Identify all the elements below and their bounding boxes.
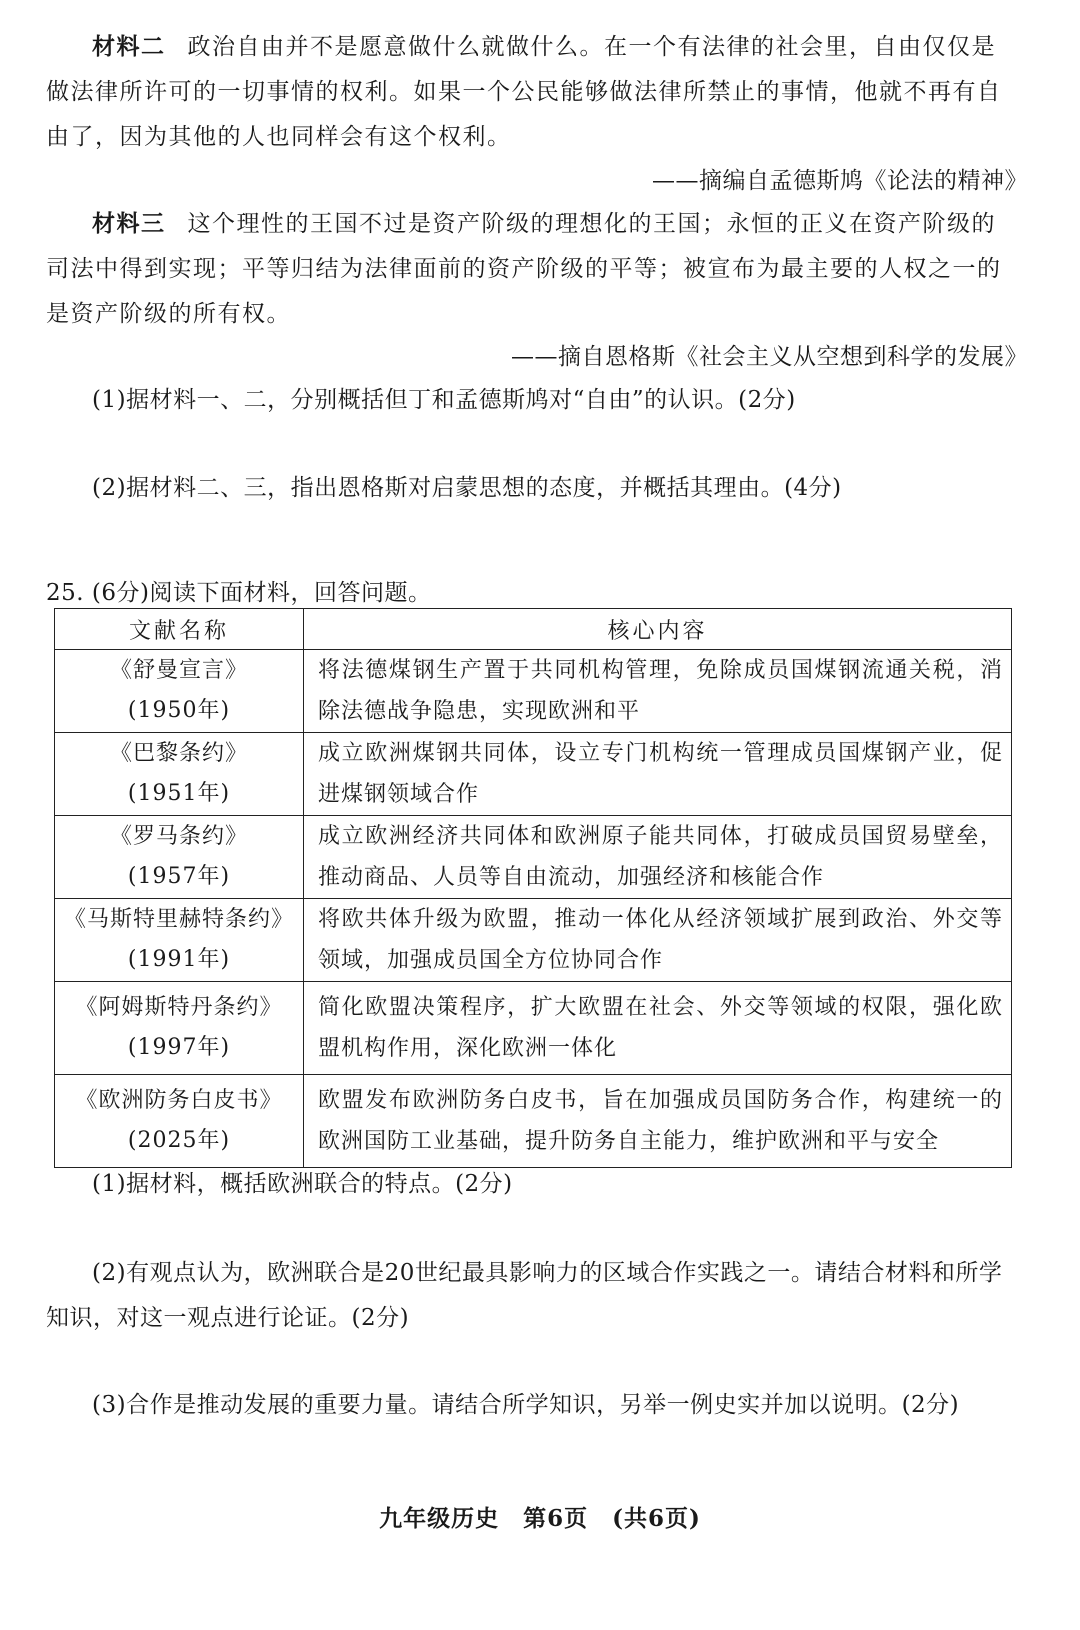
doc-name-cell — [55, 1075, 304, 1168]
doc-name-cell — [55, 982, 304, 1075]
doc-content: 成立欧洲经济共同体和欧洲原子能共同体，打破成员国贸易壁垒，推动商品、人员等自由流动，加强经济和核能合作 — [304, 816, 1012, 899]
material2-text: 政治自由并不是愿意做什么就做什么。在一个有法律的社会里，自由仅仅是做法律所许可的一切事情的权利。如果一个公民能够做法律所禁止的事情，他就不再有自由了，因为其他的人也同样会有这个权利。 — [46, 34, 1002, 150]
doc-title: 《马斯特里赫特条约》 — [63, 907, 294, 932]
q25-heading: 25. (6分)阅读下面材料，回答问题。 — [46, 580, 432, 606]
material2-source: ——摘编自孟德斯鸠《论法的精神》 — [652, 168, 1028, 194]
doc-content: 成立欧洲煤钢共同体，设立专门机构统一管理成员国煤钢产业，促进煤钢领域合作 — [304, 733, 1012, 816]
doc-title: 《阿姆斯特丹条约》 — [75, 995, 283, 1020]
header-doc-name: 文献名称 — [55, 609, 304, 650]
q25-sub2: (2)有观点认为，欧洲联合是20世纪最具影响力的区域合作实践之一。请结合材料和所学知识，对这一观点进行论证。(2分) — [46, 1260, 1003, 1331]
table-row — [55, 816, 1012, 899]
doc-title: 《巴黎条约》 — [109, 741, 248, 766]
q25-sub1: (1)据材料，概括欧洲联合的特点。(2分) — [92, 1171, 513, 1197]
doc-year: (1957年) — [127, 864, 231, 889]
header-core-content: 核心内容 — [304, 609, 1012, 650]
doc-title: 《欧洲防务白皮书》 — [75, 1088, 283, 1113]
material3-label: 材料三 — [92, 210, 166, 237]
doc-title: 《罗马条约》 — [109, 824, 248, 849]
q24-sub2: (2)据材料二、三，指出恩格斯对启蒙思想的态度，并概括其理由。(4分) — [92, 475, 842, 501]
doc-name-cell — [55, 650, 304, 733]
doc-name-cell — [55, 816, 304, 899]
table-row — [55, 733, 1012, 816]
doc-content: 欧盟发布欧洲防务白皮书，旨在加强成员国防务合作，构建统一的欧洲国防工业基础，提升防务自主能力，维护欧洲和平与安全 — [304, 1075, 1012, 1168]
page-footer: 九年级历史 第6页 (共6页) — [379, 1505, 701, 1532]
doc-name-cell — [55, 899, 304, 982]
doc-year: (1991年) — [127, 947, 231, 972]
documents-table — [54, 608, 1012, 1168]
material3-source: ——摘自恩格斯《社会主义从空想到科学的发展》 — [511, 344, 1028, 370]
doc-year: (1997年) — [127, 1035, 231, 1060]
table-row — [55, 650, 1012, 733]
material3-paragraph — [46, 201, 1012, 337]
doc-content: 将欧共体升级为欧盟，推动一体化从经济领域扩展到政治、外交等领域，加强成员国全方位协同合作 — [304, 899, 1012, 982]
doc-title: 《舒曼宣言》 — [109, 658, 248, 683]
material2-label: 材料二 — [92, 33, 166, 60]
table-row — [55, 1075, 1012, 1168]
doc-year: (1951年) — [127, 781, 231, 806]
doc-content: 将法德煤钢生产置于共同机构管理，免除成员国煤钢流通关税，消除法德战争隐患，实现欧洲和平 — [304, 650, 1012, 733]
table-row — [55, 982, 1012, 1075]
doc-content: 简化欧盟决策程序，扩大欧盟在社会、外交等领域的权限，强化欧盟机构作用，深化欧洲一体化 — [304, 982, 1012, 1075]
doc-name-cell — [55, 733, 304, 816]
table-header-row — [55, 609, 1012, 650]
doc-year: (1950年) — [127, 698, 231, 723]
material2-paragraph — [46, 24, 1012, 160]
q25-sub3: (3)合作是推动发展的重要力量。请结合所学知识，另举一例史实并加以说明。(2分) — [92, 1392, 960, 1418]
q24-sub1: (1)据材料一、二，分别概括但丁和孟德斯鸠对“自由”的认识。(2分) — [92, 387, 796, 413]
material3-text: 这个理性的王国不过是资产阶级的理想化的王国；永恒的正义在资产阶级的司法中得到实现；平等归结为法律面前的资产阶级的平等；被宣布为最主要的人权之一的是资产阶级的所有权。 — [46, 211, 1002, 327]
doc-year: (2025年) — [127, 1128, 231, 1153]
table-row — [55, 899, 1012, 982]
